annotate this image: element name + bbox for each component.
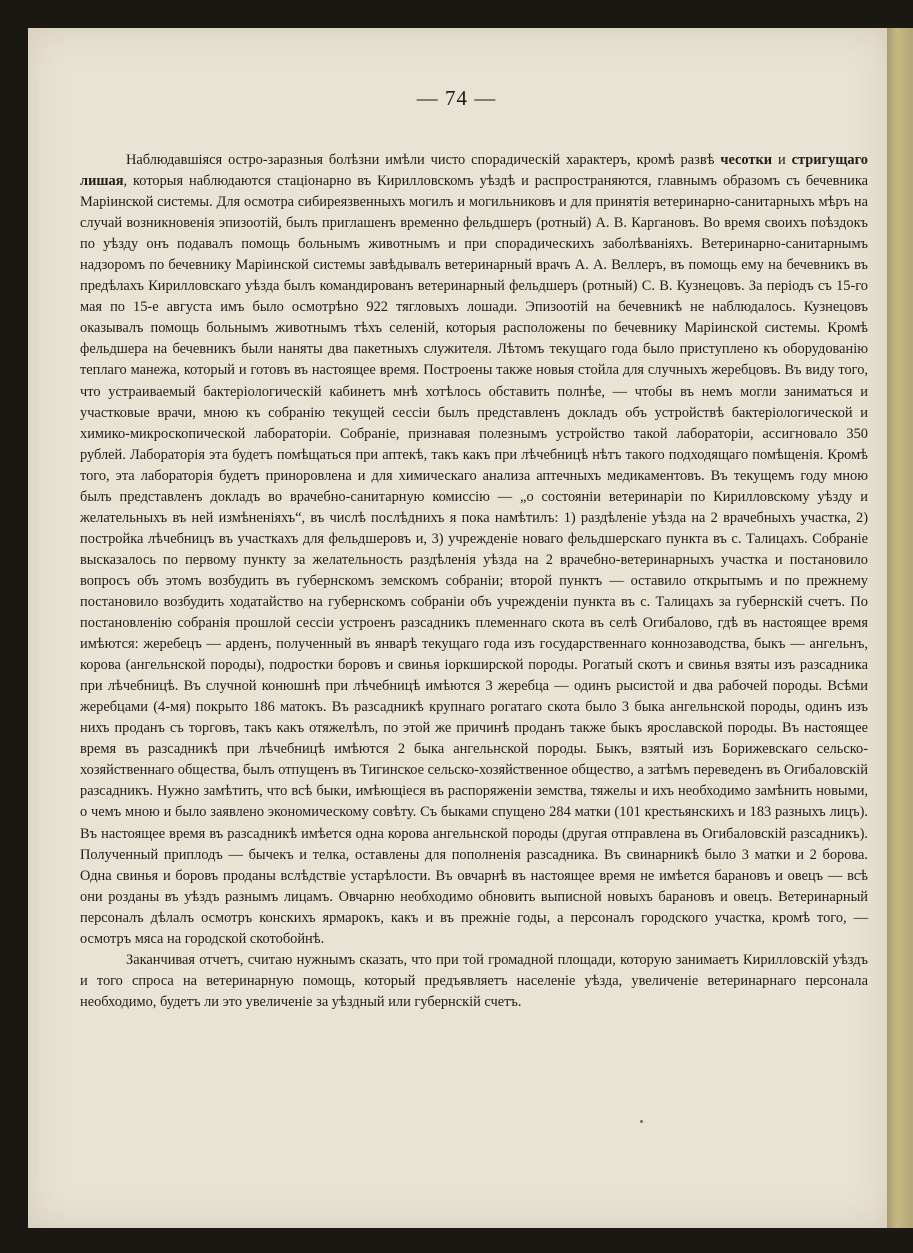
paragraph-1-intro: Наблюдавшіяся остро-заразныя болѣзни имѣли чисто спорадическій характеръ, кромѣ развѣ xyxy=(126,152,721,168)
scan-speck xyxy=(640,1120,643,1123)
page-number: — 74 — xyxy=(416,86,497,110)
term-ringworm: стригущаго лишая xyxy=(80,152,868,190)
document-body xyxy=(80,150,868,1013)
paragraph-2: Заканчивая отчетъ, считаю нужнымъ сказать, что при той громадной площади, которую занимаетъ Кирилловскій уѣздъ и того спроса на ветеринарную помощь, который предъявляетъ населеніе уѣзда, увеличеніе ветеринарнаго персонала необходимо, будетъ ли это увеличеніе за уѣздный или губернскій счетъ. xyxy=(80,951,868,1010)
paragraph-1 xyxy=(80,150,868,950)
page-edge xyxy=(887,28,913,1228)
paragraph-1-conjunction: и xyxy=(772,152,792,168)
term-scabies: чесотки xyxy=(720,152,773,168)
paragraph-1-rest: , которыя наблюдаются стаціонарно въ Кирилловскомъ уѣздѣ и распространяются, главнымъ образомъ съ бечевника Маріинской системы. Для осмотра сибиреязвенныхъ могилъ и могильниковъ и для принятія ветеринарно-санитарныхъ мѣръ на случай возникновенія эпизоотій, былъ приглашенъ временно фельдшеръ (ротный) А. В. Каргановъ. Во время своихъ поѣздокъ по уѣзду онъ подавалъ помощь больнымъ животнымъ и при спорадическихъ заболѣваніяхъ. Ветеринарно-санитарнымъ надзоромъ по бечевнику Маріинской системы завѣдывалъ ветеринарный врачъ А. А. Веллеръ, въ помощь ему на бечевникъ въ предѣлахъ Кирилловскаго уѣзда былъ командированъ ветеринарный фельдшеръ (ротный) С. В. Кузнецовъ. За періодъ съ 15-го мая по 15-е августа имъ было осмотрѣно 922 тягловыхъ лошади. Эпизоотій на бечевникѣ не наблюдалось. Кузнецовъ оказывалъ помощь больнымъ животнымъ тѣхъ селеній, которыя расположены по бечевнику Маріинской системы. Кромѣ фельдшера на бечевникъ были наняты два пакетныхъ служителя. Лѣтомъ текущаго года было приступлено къ оборудованію теплаго манежа, который и готовъ въ настоящее время. Построены также новыя стойла для случныхъ жеребцовъ. Въ виду того, что устраиваемый бактеріологическій кабинетъ мнѣ хотѣлось обставить полнѣе, — чтобы въ немъ могли заниматься и участковые врачи, мною къ собранію текущей сессіи былъ представленъ докладъ объ устройствѣ бактеріологической и химико-микроскопической лабораторіи. Собраніе, признавая полезнымъ устройство такой лабораторіи, ассигновало 350 рублей. Лабораторія эта будетъ помѣщаться при аптекѣ, такъ какъ при лѣчебницѣ нѣтъ такого подходящаго помѣщенія. Кромѣ того, эта лабораторія будетъ приноровлена и для химическаго анализа аптечныхъ медикаментовъ. Въ текущемъ году мною былъ представленъ докладъ во врачебно-санитарную комиссію — „о состояніи ветеринаріи по Кирилловскому уѣзду и желательныхъ въ ней измѣненіяхъ“, въ числѣ послѣднихъ я пока намѣтилъ: 1) раздѣленіе уѣзда на 2 врачебныхъ участка, 2) постройка лѣчебницъ въ участкахъ для фельдшеровъ и, 3) учрежденіе новаго фельдшерскаго пункта въ с. Талицахъ. Собраніе высказалось по первому пункту за желательность раздѣленія уѣзда на 2 врачебно-ветеринарныхъ участка и постановило вопросъ объ этомъ возбудить въ губернскомъ земскомъ собраніи; второй пунктъ — оставило открытымъ и по прежнему постановило возбудить ходатайство на губернскомъ собраніи объ учрежденіи пункта въ с. Талицахъ за губернскій счетъ. По постановленію собранія прошлой сессіи устроенъ разсадникъ племеннаго скота въ селѣ Огибалово, гдѣ въ настоящее время имѣются: жеребецъ — арденъ, полученный въ январѣ текущаго года изъ государственнаго коннозаводства, быкъ — ангельнъ, корова (ангельнской породы), подростки боровъ и свинья іоркширской породы. Рогатый скотъ и свинья взяты изъ разсадника при лѣчебницѣ. Въ случной конюшнѣ при лѣчебницѣ имѣются 3 жеребца — одинъ рысистой и два рабочей породы. Всѣми жеребцами (4-мя) покрыто 186 матокъ. Въ разсадникѣ крупнаго рогатаго скота было 3 быка ангельнской породы, одинъ изъ нихъ проданъ съ торговъ, такъ какъ отяжелѣлъ, по этой же причинѣ проданъ также быкъ ярославской породы. Въ настоящее время въ разсадникѣ при лѣчебницѣ имѣются 2 быка ангельнской породы. Быкъ, взятый изъ Борижевскаго сельско-хозяйственнаго общества, былъ отпущенъ въ Тигинское сельско-хозяйственное общество, а затѣмъ переведенъ въ Огибаловскій разсадникъ. Нужно замѣтить, что всѣ быки, имѣющіеся въ распоряженіи земства, тяжелы и ихъ необходимо замѣнить новыми, о чемъ мною и было заявлено экономическому совѣту. Съ быками спущено 284 матки (101 крестьянскихъ и 183 разныхъ лицъ). Въ настоящее время въ разсадникѣ имѣется одна корова ангельнской породы (другая отправлена въ Огибаловскій разсадникъ). Полученный приплодъ — бычекъ и телка, оставлены для пополненія разсадника. Въ свинарникѣ было 3 матки и 2 борова. Одна свинья и боровъ проданы вслѣдствіе устарѣлости. Въ овчарнѣ въ настоящее время не имѣется барановъ и овецъ — всѣ они розданы въ уѣздъ разнымъ лицамъ. Овчарню необходимо обновить выписной новыхъ барановъ и овецъ. Ветеринарный персоналъ дѣлалъ осмотръ конскихъ ярмарокъ, какъ и въ прежніе годы, а персоналъ городского участка, кромѣ того, — осмотръ мяса на городской скотобойнѣ. xyxy=(80,173,868,947)
